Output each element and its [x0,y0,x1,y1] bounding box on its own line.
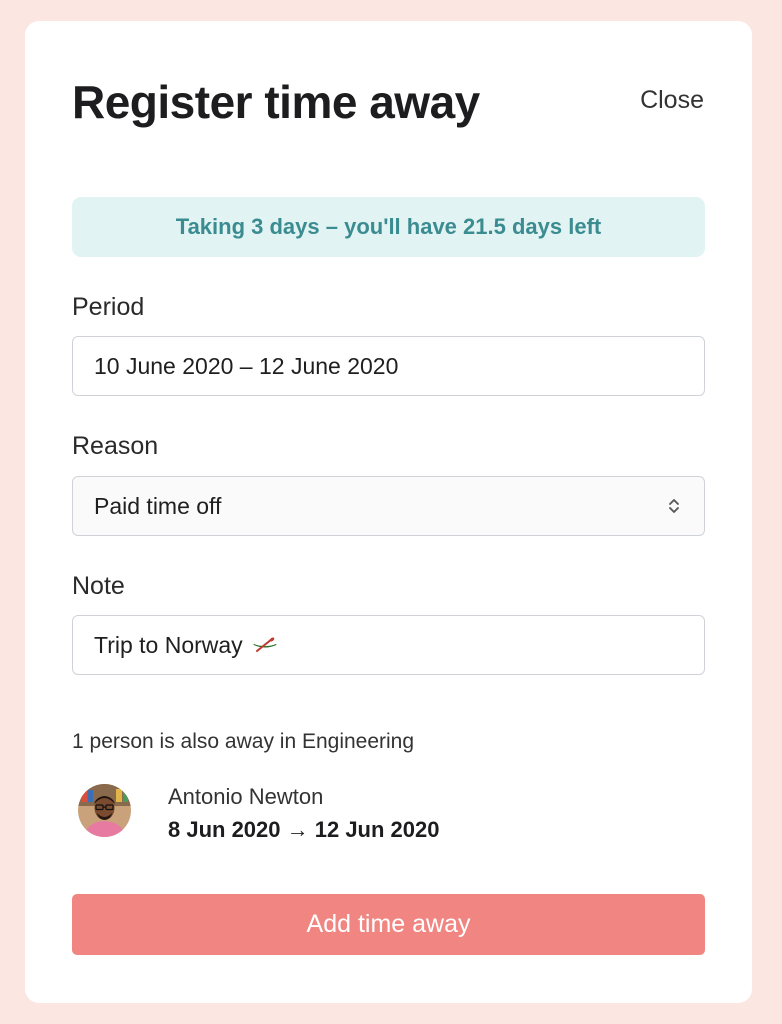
period-value: 10 June 2020 – 12 June 2020 [94,352,399,379]
reason-value: Paid time off [94,492,222,519]
note-input[interactable] [72,615,705,675]
person-name: Antonio Newton [168,784,324,809]
period-field[interactable] [72,336,705,396]
close-button[interactable]: Close [640,86,704,114]
note-value: Trip to Norway [94,631,243,658]
days-remaining-banner: Taking 3 days – you'll have 21.5 days left [72,197,705,257]
time-away-dialog [25,21,752,1003]
note-label: Note [72,572,125,600]
canoe-icon [251,637,279,653]
reason-select[interactable] [72,476,705,536]
dialog-title: Register time away [72,76,480,128]
avatar [78,784,131,837]
person-dates: 8 Jun 2020 → 12 Jun 2020 [168,817,440,842]
also-away-summary: 1 person is also away in Engineering [72,730,415,753]
reason-label: Reason [72,432,159,460]
person-avatar-image [78,784,131,837]
period-label: Period [72,293,145,321]
select-chevron-icon [668,496,680,516]
add-time-away-button[interactable]: Add time away [72,894,705,955]
